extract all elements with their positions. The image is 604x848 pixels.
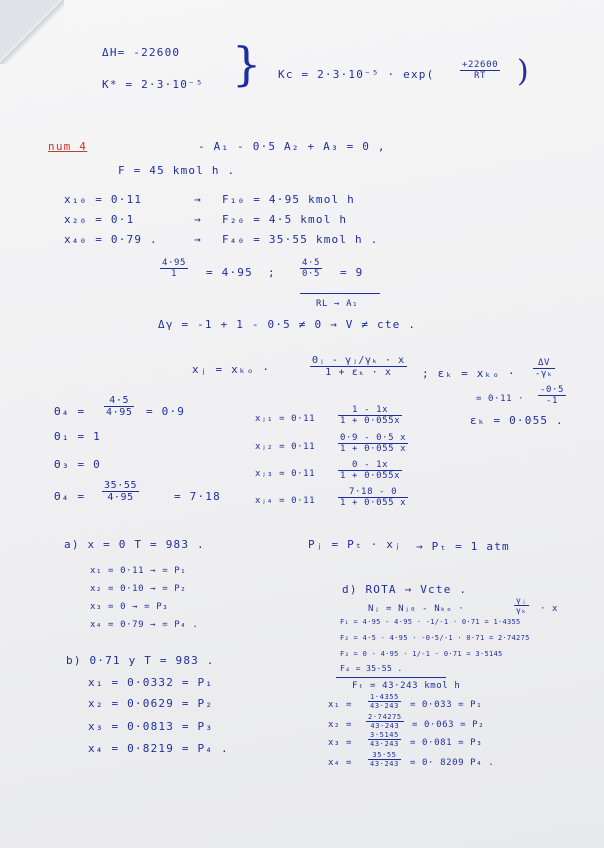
theta2-label: Θ₄ = [54, 405, 86, 418]
theta2-num: 4·5 [104, 395, 134, 407]
ratio-a-value: = 4·95 [206, 266, 253, 279]
right-brace: } [232, 37, 262, 91]
d-x1-label: x₁ = [328, 700, 353, 710]
d-x4-label: x₄ = [328, 758, 353, 768]
f4-value: F₄ = 35·55 . [340, 664, 403, 673]
d-x3-value: = 0·081 = P₃ [410, 738, 483, 748]
exp-denominator: RT [474, 71, 487, 81]
f20-value: F₂₀ = 4·5 kmol h [222, 213, 348, 226]
theta2-den: 4·95 [106, 407, 133, 418]
d-x2-num: 2·74275 [368, 713, 402, 721]
theta3-line: Θ₃ = 0 [54, 458, 101, 471]
xj1-den: 1 + 0·055x [340, 416, 401, 426]
xj2-num: 0·9 - 0·5 x [340, 433, 407, 443]
xj3-num: 0 - 1x [338, 460, 402, 471]
ratio-b-den: 0·5 [302, 269, 321, 279]
eps2-num: -0·5 [540, 385, 565, 395]
xj3-label: xⱼ₃ = 0·11 [255, 469, 316, 479]
d-x4-value: = 0· 8209 P₄ . [410, 758, 495, 768]
x40-value: x₄₀ = 0·79 . [64, 233, 158, 246]
theta2-fraction [104, 395, 134, 418]
part-a-heading: a) x = 0 T = 983 . [64, 538, 205, 551]
total-flow: F = 45 kmol h . [118, 164, 236, 177]
eps2-den: -1 [546, 396, 559, 406]
d-x2-den: 43·243 [370, 722, 400, 730]
d-x4-den: 43·243 [370, 760, 399, 768]
gamma-fraction [514, 596, 529, 615]
part-a-row-3: x₃ = 0 → = P₃ [90, 602, 169, 612]
semicolon: ; [268, 266, 276, 279]
xj4-den: 1 + 0·055 x [340, 498, 407, 508]
part-b-row-4: x₄ = 0·8219 = P₄ . [88, 742, 229, 755]
arrow-1: → [194, 193, 202, 206]
part-a-row-1: x₁ = 0·11 → = P₁ [90, 566, 187, 576]
arrow-3: → [194, 233, 202, 246]
part-d-heading: d) ROTA → Vcte . [342, 583, 468, 596]
xj-num: Θⱼ - γⱼ/γₖ · x [312, 355, 405, 366]
ratio-a-den: 1 [171, 269, 178, 279]
xj2-fraction [338, 433, 408, 454]
d-x2-label: x₂ = [328, 720, 353, 730]
underline [300, 293, 380, 294]
xj1-num: 1 - 1x [338, 405, 402, 416]
xj1-label: xⱼ₁ = 0·11 [255, 414, 316, 424]
d-x2-value: = 0·063 = P₂ [412, 720, 485, 730]
d-x1-fraction [368, 693, 401, 710]
problem-number: num 4 [48, 140, 88, 153]
d-x4-num: 35·55 [368, 751, 401, 760]
xj-den: 1 + εₖ · x [325, 367, 392, 378]
total-pressure: → Pₜ = 1 atm [416, 540, 510, 553]
part-b-row-2: x₂ = 0·0629 = P₂ [88, 697, 214, 710]
xj2-label: xⱼ₂ = 0·11 [255, 442, 316, 452]
ratio-a-fraction [160, 258, 188, 279]
fold-shadow [0, 0, 64, 64]
d-x3-num: 3·5145 [370, 731, 399, 739]
xj-formula: xⱼ = xₖₒ · [192, 363, 271, 376]
f40-value: F₄₀ = 35·55 kmol h . [222, 233, 379, 246]
xj3-fraction [338, 460, 402, 481]
xj-fraction [310, 355, 407, 378]
delta-h-line: ΔH= -22600 [102, 46, 181, 59]
eps-num: ΔV [533, 358, 555, 369]
f2-calc: F₂ = 4·5 - 4·95 · -0·5/-1 · 0·71 = 2·74275 [340, 634, 530, 642]
theta2-value: = 0·9 [146, 405, 186, 418]
theta4-label: Θ₄ = [54, 490, 86, 503]
delta-gamma: Δγ = -1 + 1 - 0·5 ≠ 0 → V ≠ cte . [158, 318, 417, 331]
xj1-fraction [338, 405, 402, 426]
d-x3-den: 43·243 [370, 740, 399, 748]
theta1-line: Θ₁ = 1 [54, 430, 101, 443]
exp-numerator: +22600 [462, 60, 499, 70]
d-x2-fraction [366, 713, 404, 730]
arrow-2: → [194, 213, 202, 226]
ratio-b-fraction [300, 258, 322, 279]
theta4-value: = 7·18 [174, 490, 221, 503]
epsilon-sub: = 0·11 · [476, 394, 525, 404]
theta4-num: 35·55 [104, 480, 138, 491]
part-a-row-4: x₄ = 0·79 → = P₄ . [90, 620, 199, 630]
exp-fraction [460, 60, 500, 81]
epsilon-def: ; εₖ = xₖₒ · [422, 367, 516, 380]
theta4-den: 4·95 [107, 492, 134, 503]
d-x3-fraction [368, 731, 401, 748]
partial-pressure: Pⱼ = Pₜ · xⱼ [308, 538, 402, 551]
k-star-line: K* = 2·3·10⁻⁵ [102, 78, 204, 91]
xj4-label: xⱼ₄ = 0·11 [255, 496, 316, 506]
xj4-fraction [338, 487, 408, 508]
d-x4-fraction [368, 751, 401, 768]
ratio-a-num: 4·95 [162, 258, 187, 268]
x10-value: x₁₀ = 0·11 [64, 193, 143, 206]
gamma-den: γₖ [516, 606, 527, 615]
d-x1-value: = 0·033 = P₁ [410, 700, 483, 710]
moles-tail: · x [540, 604, 559, 614]
part-a-row-2: x₂ = 0·10 → = P₂ [90, 584, 187, 594]
gamma-num: γⱼ [516, 596, 527, 605]
xj4-num: 7·18 - 0 [338, 487, 408, 498]
eps-fraction [533, 358, 555, 379]
epsilon-result: εₖ = 0·055 . [470, 414, 564, 427]
d-x1-den: 43·243 [370, 702, 399, 710]
f10-value: F₁₀ = 4·95 kmol h [222, 193, 355, 206]
total-moles: Fₜ = 43·243 kmol h [352, 681, 461, 691]
part-b-heading: b) 0·71 y T = 983 . [66, 654, 215, 667]
f1-calc: F₁ = 4·95 - 4·95 · -1/-1 · 0·71 = 1·4355 [340, 618, 521, 626]
kc-expression: Kc = 2·3·10⁻⁵ · exp( [278, 68, 435, 81]
xj2-den: 1 + 0·055 x [340, 444, 407, 454]
f3-calc: F₃ = 0 - 4·95 · 1/-1 · 0·71 = 3·5145 [340, 650, 503, 658]
part-b-row-1: x₁ = 0·0332 = P₁ [88, 676, 214, 689]
x20-value: x₂₀ = 0·1 [64, 213, 135, 226]
theta4-fraction [102, 480, 139, 503]
reaction-equation: - A₁ - 0·5 A₂ + A₃ = 0 , [198, 140, 386, 153]
part-b-row-3: x₃ = 0·0813 = P₃ [88, 720, 214, 733]
xj3-den: 1 + 0·055x [340, 471, 401, 481]
exp-close-paren: ) [517, 54, 529, 89]
moles-equation: Nⱼ = Nⱼ₀ - Nₖₒ · [368, 604, 465, 614]
sum-line [336, 677, 446, 678]
eps-den: -γₖ [535, 369, 554, 379]
d-x1-num: 1·4355 [370, 693, 399, 701]
limiting-reactant: RL → A₁ [316, 299, 359, 309]
ratio-b-num: 4·5 [302, 258, 321, 268]
eps2-fraction [538, 385, 566, 406]
ratio-b-value: = 9 [340, 266, 364, 279]
d-x3-label: x₃ = [328, 738, 353, 748]
